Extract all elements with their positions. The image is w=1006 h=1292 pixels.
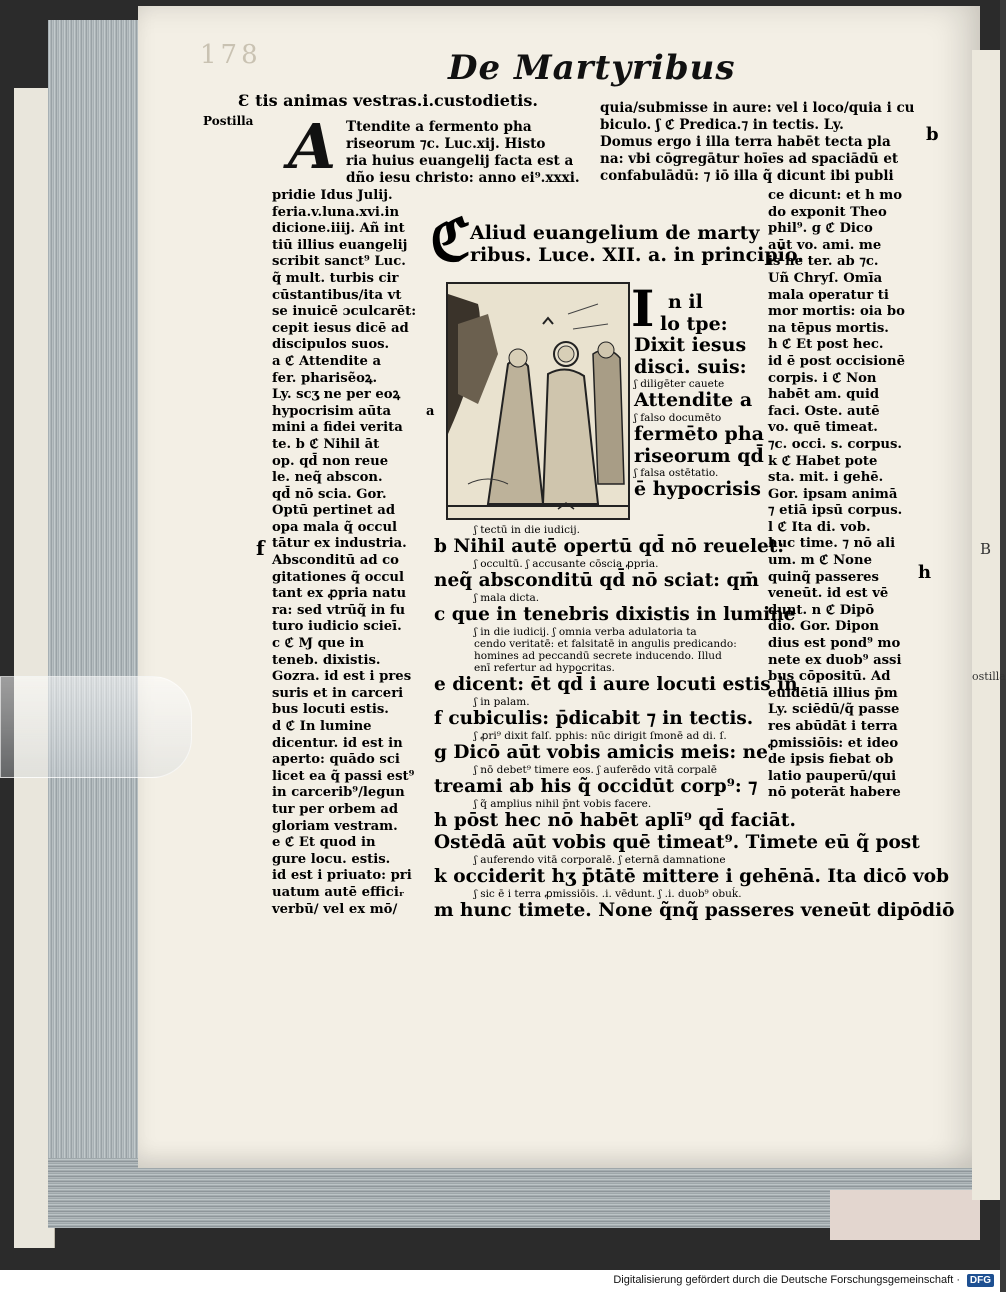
text-line: tant ex ꝓpria natu: [272, 586, 407, 602]
interlinear-gloss: ʃ auferendo vitā corporalē. ʃ eternā damnatione: [474, 854, 726, 866]
faint-folio-number: 178: [200, 40, 262, 70]
text-line: bus cōpositū. Ad: [768, 669, 891, 685]
text-line: mor mortis: oia bo: [768, 304, 905, 320]
text-line: veneūt. id est vē: [768, 586, 889, 602]
text-line: tiū illius euangelij: [272, 237, 408, 253]
interlinear-gloss: cendo veritatē: et falsitatē in angulis predicando:: [474, 638, 737, 650]
next-page-mark: B: [980, 540, 992, 558]
woodcut-figures-icon: [448, 284, 628, 518]
text-line: Ɛ tis animas vestras.i.custodietis.: [238, 91, 538, 110]
text-line: ce dicunt: et h mo: [768, 188, 902, 203]
text-line: do exponit Theo: [768, 204, 887, 220]
text-line: dunt. n ℭ Dipō: [768, 602, 875, 618]
text-line: de ipsis fiebat ob: [768, 752, 894, 768]
text-line: Attendite a: [634, 389, 753, 412]
interlinear-gloss: ʃ occultū. ʃ accusante cōscia ꝓpria.: [474, 558, 659, 570]
text-line: Absconditū ad co: [272, 553, 399, 569]
interlinear-gloss: ʃ q̃ amplius nihil p̄nt vobis facere.: [474, 798, 652, 810]
next-page-sliver: [972, 50, 1006, 1200]
dfg-logo: DFG: [967, 1274, 994, 1287]
text-line: dicione.iiij. Añ int: [272, 221, 405, 237]
margin-letter: b: [926, 124, 939, 145]
text-line: Gozra. id est i pres: [272, 669, 412, 685]
text-line: na: vbi cōgregātur hoīes ad spaciādū et: [600, 151, 899, 167]
text-line: riseorum qd̄: [634, 444, 764, 467]
section-heading: [470, 222, 804, 266]
text-line: ra: sed vtrūq̃ in fu: [272, 602, 406, 618]
top-left-text: [238, 92, 538, 110]
interlinear-gloss: homines ad peccandū secrete inducendo. Illud: [474, 650, 722, 662]
text-line: dicentur. id est in: [272, 735, 403, 751]
text-line: pridie Idus Julij.: [272, 188, 393, 203]
text-line: cūstantibus/ita vt: [272, 287, 402, 303]
margin-letter: a: [426, 404, 435, 419]
text-line: huc time. ⁊ nō ali: [768, 536, 896, 552]
text-line: dño iesu christo: anno ei⁹.xxxi.: [346, 170, 580, 186]
text-line: um. m ℭ None: [768, 553, 872, 569]
text-line: faci. Oste. autē: [768, 403, 880, 419]
margin-label-postilla: Postilla: [203, 114, 254, 128]
text-line: m hunc timete. None q̃nq̃ passeres veneūt dipōdiō: [434, 900, 955, 921]
text-line: is ne ter. ab ⁊c.: [768, 254, 879, 270]
interlinear-gloss: ʃ falso documēto: [634, 411, 722, 424]
text-line: f cubiculis: p̄dicabit ⁊ in tectis.: [434, 708, 754, 729]
text-line: discipulos suos.: [272, 337, 390, 353]
text-line: verbū/ vel ex mō/: [272, 901, 398, 917]
text-line: k occiderit hʒ p̄tātē mittere i gehēnā. Ita dicō vob: [434, 866, 950, 887]
left-column-opening: [346, 119, 580, 187]
woodcut-illustration: [446, 282, 630, 520]
text-line: Dixit iesus: [634, 334, 747, 357]
interlinear-gloss: ʃ tectū in die iudicij.: [474, 524, 580, 536]
text-line: turo iudicio scieī.: [272, 619, 402, 635]
text-line: sta. mit. i gehē.: [768, 470, 884, 486]
text-line: bus locuti estis.: [272, 702, 389, 718]
interlinear-gloss: ʃ falsa ostētatio.: [634, 467, 719, 480]
text-line: opa mala q̃ occul: [272, 519, 398, 535]
text-line: na tēpus mortis.: [768, 320, 889, 336]
text-line: Optū pertinet ad: [272, 503, 396, 519]
text-line: ria huius euangelij facta est a: [346, 153, 574, 169]
text-line: vo. quē timeat.: [768, 420, 878, 436]
text-line: riseorum ⁊c. Luc.xij. Histo: [346, 136, 546, 152]
text-line: qd̄ nō scia. Gor.: [272, 486, 387, 502]
interlinear-gloss: ʃ mala dicta.: [474, 592, 540, 604]
text-line: a ℭ Attendite a: [272, 353, 382, 369]
text-line: quia/submisse in aure: vel i loco/quia i cu: [600, 100, 915, 116]
heading-line: Aliud euangelium de marty: [470, 222, 760, 244]
text-line: euidētiā illius p̄m: [768, 685, 898, 701]
text-line: c ℭ Ɱ que in: [272, 636, 365, 652]
text-line: neq̃ absconditū qd̄ nō sciat: qm̄: [434, 570, 759, 591]
text-line: k ℭ Habet pote: [768, 453, 878, 469]
interlinear-gloss: enī refertur ad hypocritas.: [474, 662, 615, 674]
text-line: Ly. sciēdū/q̃ passe: [768, 702, 900, 718]
text-line: Ttendite a fermento pha: [346, 119, 532, 135]
text-line: n il: [668, 291, 703, 313]
text-line: tātur ex industria.: [272, 536, 407, 552]
dropcap-letter: I: [631, 279, 655, 338]
text-line: licet ea q̃ passi est⁹: [272, 768, 415, 784]
text-line: Ostēdā aūt vobis quē timeat⁹. Timete eū q̃ post: [434, 832, 920, 853]
text-line: fermēto pha: [634, 422, 764, 445]
dropcap-letter: A: [287, 110, 337, 183]
text-line: h pōst hec nō habēt aplī⁹ qd̄ faciāt.: [434, 810, 796, 831]
top-right-text: [600, 100, 914, 185]
text-line: fer. pharisẽoꝝ.: [272, 370, 378, 386]
interlinear-gloss: ʃ in die iudicij. ʃ omnia verba adulatoria ta: [474, 626, 697, 638]
text-line: Ly. scʒ ne per eoꝝ: [272, 387, 401, 403]
text-line: mini a fidei verita: [272, 420, 403, 436]
page-title: De Martyribus: [448, 48, 736, 88]
text-line: ꝓmissiōis: et ideo: [768, 735, 899, 751]
text-line: disci. suis:: [634, 355, 747, 378]
text-line: res abūdāt i terra: [768, 719, 898, 734]
footer-bar: [0, 1270, 1000, 1292]
text-line: ē hypocrisis: [634, 478, 761, 501]
text-line: aūt vo. ami. me: [768, 237, 882, 253]
margin-letter: h: [918, 562, 932, 583]
text-line: Uñ Chryſ. Omīa: [768, 270, 883, 286]
text-line: hypocrisim aūta: [272, 403, 392, 419]
text-line: te. b ℭ Nihil āt: [272, 436, 380, 452]
text-line: quinq̃ passeres: [768, 569, 879, 585]
text-line: g Dicō aūt vobis amicis meis: ne: [434, 742, 768, 763]
text-line: in carcerib⁹/legun: [272, 785, 405, 801]
text-line: le. neq̃ abscon.: [272, 470, 383, 486]
text-line: scribit sanct⁹ Luc.: [272, 254, 406, 270]
interlinear-gloss: ʃ ꝓri⁹ dixit falſ. pphis: nūc dirigit ſmonē ad di. ſ.: [474, 730, 727, 742]
text-line: treami ab his q̃ occidūt corp⁹: ⁊: [434, 776, 758, 797]
text-line: uatum autē efficiᵣ: [272, 884, 405, 900]
cover-tail: [830, 1190, 980, 1240]
text-line: nō poterāt habere: [768, 785, 901, 801]
text-line: biculo. ʃ ℭ Predica.⁊ in tectis. Ly.: [600, 117, 844, 133]
text-line: q̃ mult. turbis cir: [272, 270, 399, 286]
text-line: gure locu. estis.: [272, 851, 391, 867]
left-commentary-column: [272, 188, 424, 918]
heading-paragraph-mark: ℭ: [430, 206, 471, 274]
text-line: feria.v.luna.xvi.in: [272, 204, 400, 220]
text-line: b Nihil autē opertū qd̄ nō reuelet:: [434, 536, 785, 557]
interlinear-gloss: ʃ in palam.: [474, 696, 530, 708]
text-line: h ℭ Et post hec.: [768, 337, 884, 353]
text-line: d ℭ In lumine: [272, 719, 372, 734]
text-line: e ℭ Et quod in: [272, 835, 376, 851]
text-line: c que in tenebris dixistis in lumine: [434, 604, 796, 625]
text-line: l ℭ Ita di. vob.: [768, 519, 871, 535]
text-line: se inuicē ɔculcarēt:: [272, 304, 417, 320]
text-line: e dicent: ēt qd̄ i aure locuti estis in: [434, 674, 798, 695]
right-commentary-column: [768, 188, 918, 802]
text-line: id ē post occisionē: [768, 353, 906, 369]
text-line: teneb. dixistis.: [272, 652, 381, 668]
next-page-mark: ostilla: [972, 670, 1006, 683]
text-line: confabulādū: ⁊ iō illa q̃ dicunt ibi publi: [600, 168, 894, 184]
text-line: gloriam vestram.: [272, 818, 398, 834]
interlinear-gloss: ʃ diligēter cauete: [634, 378, 725, 391]
text-line: habēt am. quid: [768, 387, 880, 403]
text-line: nete ex duob⁹ assi: [768, 652, 902, 668]
margin-letter: f: [256, 536, 265, 560]
text-line: corpis. i ℭ Non: [768, 370, 877, 386]
text-line: phil⁹. g ℭ Dico: [768, 221, 873, 237]
text-line: aperto: quādo sci: [272, 752, 400, 768]
text-line: mala operatur ti: [768, 287, 889, 303]
text-line: ⁊c. occi. s. corpus.: [768, 436, 903, 452]
text-line: tur per orbem ad: [272, 801, 399, 817]
plastic-page-holder: [0, 676, 192, 778]
text-line: Gor. ipsam animā: [768, 486, 898, 502]
text-line: cepit iesus dicē ad: [272, 320, 409, 336]
text-line: dius est pond⁹ mo: [768, 636, 901, 652]
text-line: Domus ergo i illa terra habēt tecta pla: [600, 134, 891, 150]
text-line: suris et in carceri: [272, 685, 404, 701]
interlinear-gloss: ʃ sic ē i terra ꝓmissiōis. .i. vēdunt. ʃ .i. duob⁹ obuḱ.: [474, 888, 742, 900]
text-line: latio pauperū/qui: [768, 768, 897, 784]
text-line: gitationes q̃ occul: [272, 569, 405, 585]
page-edges-left: [48, 20, 148, 1225]
text-line: dio. Gor. Dipon: [768, 619, 880, 635]
text-line: id est i priuato: pri: [272, 868, 412, 884]
text-line: ⁊ etiā ipsū corpus.: [768, 503, 903, 519]
gospel-text-beside-woodcut: [634, 292, 764, 501]
funding-notice: Digitalisierung gefördert durch die Deutsche Forschungsgemeinschaft ·: [613, 1274, 960, 1286]
text-line: op. qd̄ non reue: [272, 453, 389, 469]
interlinear-gloss: ʃ nō debet⁹ timere eos. ʃ auferēdo vitā corpalē: [474, 764, 717, 776]
text-line: lo tpe:: [660, 312, 728, 335]
heading-line: ribus. Luce. XII. a. in principio.: [470, 244, 804, 266]
